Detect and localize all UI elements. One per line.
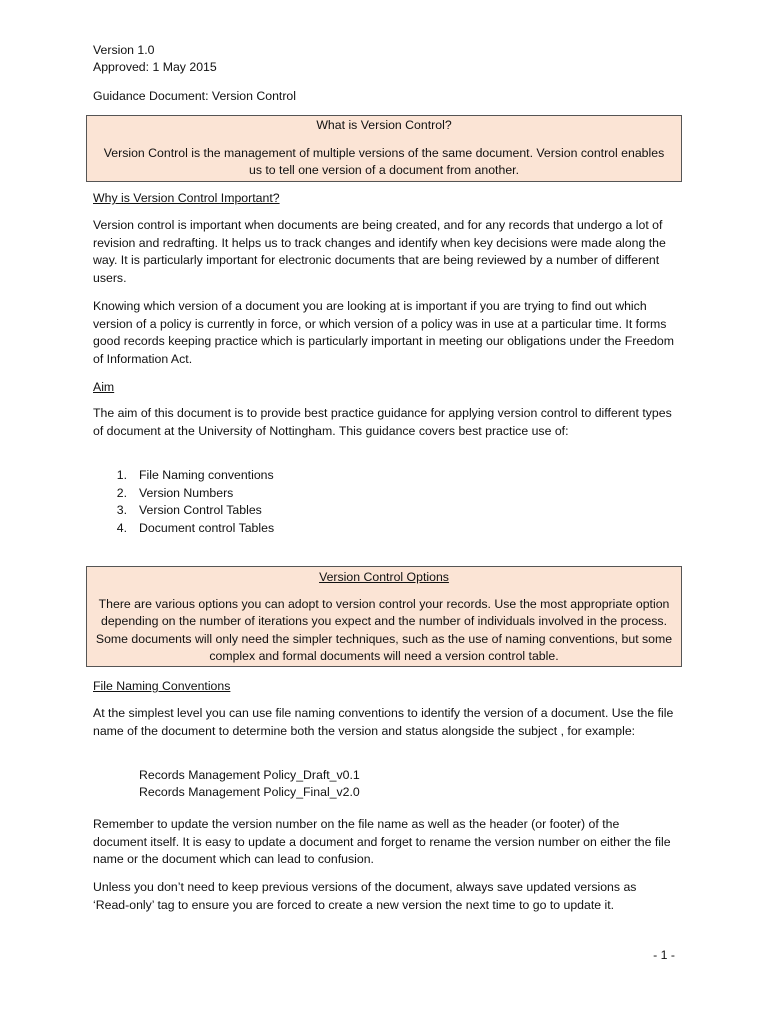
box-heading: What is Version Control? [316, 118, 452, 132]
guidance-list [93, 467, 274, 537]
document-title: Guidance Document: Version Control [93, 89, 297, 103]
version-control-options-box [86, 566, 682, 667]
page-number: - 1 - [653, 948, 675, 962]
section-heading-aim: Aim [93, 380, 115, 394]
paragraph: The aim of this document is to provide best practice guidance for applying version control to different types of document at the University of Nottingham. This guidance covers best practice use of: [93, 406, 672, 438]
section-heading-file-naming: File Naming Conventions [93, 679, 231, 693]
approved-line: Approved: 1 May 2015 [93, 60, 217, 74]
paragraph: Remember to update the version number on the file name as well as the header (or footer) of the document itself. It is easy to update a document and forget to rename the version number on either the file name or the document which can lead to confusion. [93, 817, 671, 866]
list-item: 3. Version Control Tables [116, 503, 262, 517]
version-line: Version 1.0 [93, 43, 155, 57]
paragraph: At the simplest level you can use file naming conventions to identify the version of a document. Use the file name of the document to determine both the version and status alongside the subject , for example: [93, 706, 674, 738]
paragraph: Knowing which version of a document you are looking at is important if you are trying to find out which version of a policy is currently in force, or which version of a policy was in use at a particular time. It forms good records keeping practice which is particularly important in meeting our obligations under the Freedom of Information Act. [93, 299, 674, 366]
box-text: Version Control is the management of multiple versions of the same document. Version control enables us to tell one version of a document from another. [103, 145, 665, 177]
list-item: 4. Document control Tables [116, 520, 275, 535]
box-text: There are various options you can adopt to version control your records. Use the most appropriate option depending on the number of iterations you expect and the number of individuals involved in the process. Some documents will only need the simpler techniques, such as the use of naming conventions, but some complex and formal documents will need a version control table. [95, 596, 673, 663]
list-item: 1. File Naming conventions [116, 468, 274, 482]
what-is-version-control-box [86, 115, 682, 182]
list-item: 2. Version Numbers [116, 485, 234, 500]
filename-example: Records Management Policy_Final_v2.0 [139, 785, 360, 799]
paragraph: Unless you don’t need to keep previous versions of the document, always save updated versions as ‘Read-only’ tag to ensure you are forced to create a new version the next time to go to update it. [93, 880, 637, 912]
paragraph: Version control is important when documents are being created, and for any records that undergo a lot of revision and redrafting. It helps us to track changes and identify when key decisions were made along the way. It is particularly important for electronic documents that are being reviewed by a number of different users. [93, 218, 666, 285]
section-heading-why: Why is Version Control Important? [93, 191, 280, 205]
filename-example: Records Management Policy_Draft_v0.1 [139, 768, 360, 782]
box-heading: Version Control Options [319, 570, 449, 584]
